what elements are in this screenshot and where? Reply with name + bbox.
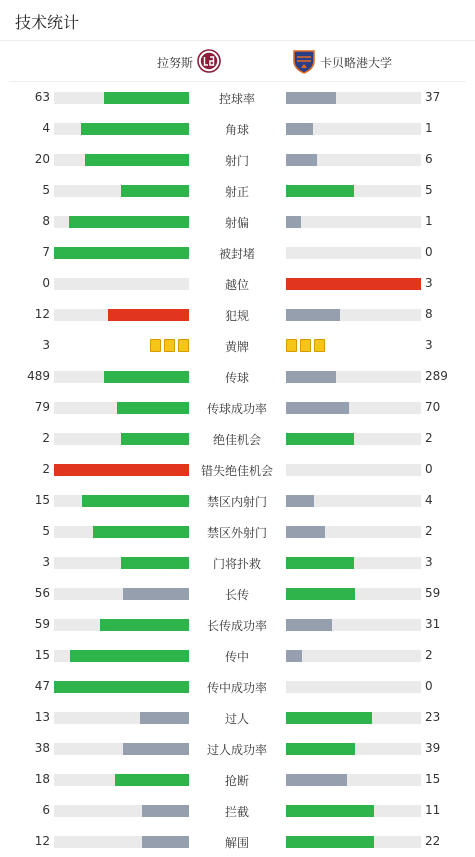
home-bar-track (54, 774, 189, 786)
home-bar-track (54, 278, 189, 290)
home-bar-track (54, 464, 189, 476)
away-team-name: 卡贝略港大学 (320, 56, 393, 70)
home-bar-fill (100, 619, 189, 631)
home-bar-track (54, 650, 189, 662)
home-value: 20 (34, 152, 50, 166)
stats-list (0, 82, 475, 857)
away-value: 2 (425, 524, 433, 538)
stat-label: 黄牌 (224, 340, 249, 354)
away-value: 3 (425, 555, 433, 569)
home-bar-fill (81, 123, 189, 135)
yellow-card-icon (150, 339, 161, 352)
stat-label: 传球 (224, 371, 249, 385)
home-bar-track (54, 619, 189, 631)
home-bar-fill (54, 464, 189, 476)
stat-row (0, 733, 475, 764)
away-bar-track (286, 402, 421, 414)
stat-row (0, 392, 475, 423)
stat-label: 门将扑救 (212, 557, 261, 571)
away-bar-track (286, 557, 421, 569)
home-value: 7 (42, 245, 50, 259)
home-bar-fill (121, 433, 189, 445)
away-bar-track (286, 154, 421, 166)
home-value: 2 (42, 431, 50, 445)
home-bar-fill (54, 247, 189, 259)
stat-row (0, 113, 475, 144)
away-team[interactable] (292, 48, 392, 77)
stat-label: 拦截 (224, 805, 249, 819)
stat-label: 射门 (224, 154, 249, 168)
away-bar-track (286, 92, 421, 104)
away-bar-fill (286, 371, 336, 383)
away-value: 0 (425, 462, 433, 476)
home-bar-fill (123, 588, 189, 600)
yellow-card-icon (164, 339, 175, 352)
stat-row (0, 485, 475, 516)
home-value: 5 (42, 524, 50, 538)
stat-row (0, 826, 475, 857)
home-bar-fill (117, 402, 189, 414)
home-bar-track (54, 185, 189, 197)
away-value: 37 (425, 90, 441, 104)
away-bar-fill (286, 402, 349, 414)
stat-row (0, 237, 475, 268)
yellow-card-icon (300, 339, 311, 352)
home-bar-track (54, 123, 189, 135)
home-bar-track (54, 402, 189, 414)
home-bar-track (54, 309, 189, 321)
stat-label: 传球成功率 (206, 402, 267, 416)
home-bar-fill (123, 743, 189, 755)
away-team-crest-icon (292, 48, 316, 77)
stat-row (0, 144, 475, 175)
away-bar-track (286, 836, 421, 848)
away-bar-track (286, 464, 421, 476)
away-bar-fill (286, 216, 301, 228)
home-bar-track (54, 526, 189, 538)
home-value: 15 (34, 493, 50, 507)
stat-label: 传中 (224, 650, 249, 664)
away-bar-fill (286, 92, 336, 104)
away-value: 8 (425, 307, 433, 321)
away-bar-track (286, 123, 421, 135)
away-bar-fill (286, 588, 355, 600)
stat-label: 解围 (224, 836, 249, 850)
away-bar-fill (286, 743, 355, 755)
home-bar-fill (108, 309, 189, 321)
home-team[interactable] (157, 49, 221, 76)
away-bar-fill (286, 185, 354, 197)
stat-row (0, 361, 475, 392)
stat-label: 射偏 (224, 216, 249, 230)
stat-label: 传中成功率 (206, 681, 267, 695)
away-bar-track (286, 712, 421, 724)
away-bar-fill (286, 526, 325, 538)
page-title: 技术统计 (15, 13, 80, 32)
yellow-card-icon (178, 339, 189, 352)
home-bar-track (54, 588, 189, 600)
home-bar-fill (82, 495, 189, 507)
stat-label: 长传 (224, 588, 249, 602)
stat-row (0, 516, 475, 547)
away-value: 70 (425, 400, 441, 414)
home-value: 59 (34, 617, 50, 631)
home-value: 15 (34, 648, 50, 662)
stat-row (0, 671, 475, 702)
home-bar-fill (69, 216, 189, 228)
home-bar-track (54, 371, 189, 383)
away-bar-track (286, 650, 421, 662)
away-bar-fill (286, 278, 421, 290)
home-bar-track (54, 154, 189, 166)
stat-row (0, 175, 475, 206)
away-yellow-cards (286, 339, 325, 352)
home-bar-fill (121, 557, 189, 569)
away-bar-fill (286, 557, 354, 569)
away-bar-track (286, 805, 421, 817)
away-bar-fill (286, 123, 313, 135)
away-value: 0 (425, 679, 433, 693)
away-bar-track (286, 526, 421, 538)
header (0, 0, 475, 41)
away-bar-fill (286, 619, 332, 631)
away-bar-track (286, 185, 421, 197)
away-bar-fill (286, 309, 340, 321)
away-bar-track (286, 588, 421, 600)
home-value: 56 (34, 586, 50, 600)
stat-label: 角球 (224, 123, 249, 137)
away-bar-track (286, 743, 421, 755)
home-bar-fill (140, 712, 189, 724)
home-bar-track (54, 743, 189, 755)
stat-row (0, 609, 475, 640)
home-team-crest-icon (197, 49, 221, 76)
home-bar-track (54, 433, 189, 445)
stat-row (0, 702, 475, 733)
away-value: 59 (425, 586, 441, 600)
away-bar-fill (286, 650, 302, 662)
away-bar-track (286, 774, 421, 786)
home-value: 0 (42, 276, 50, 290)
home-value: 8 (42, 214, 50, 228)
home-value: 18 (34, 772, 50, 786)
stat-row (0, 764, 475, 795)
home-bar-track (54, 557, 189, 569)
away-value: 3 (425, 276, 433, 290)
stat-label: 抢断 (224, 774, 249, 788)
away-value: 11 (425, 803, 441, 817)
home-bar-fill (104, 92, 189, 104)
stat-label: 绝佳机会 (212, 433, 261, 447)
home-value: 5 (42, 183, 50, 197)
away-value: 15 (425, 772, 441, 786)
away-bar-fill (286, 495, 314, 507)
away-value: 2 (425, 431, 433, 445)
home-bar-fill (104, 371, 189, 383)
stat-row (0, 299, 475, 330)
home-bar-fill (142, 836, 189, 848)
stat-row (0, 330, 475, 361)
away-bar-track (286, 247, 421, 259)
stat-row (0, 454, 475, 485)
stat-row (0, 547, 475, 578)
away-bar-track (286, 495, 421, 507)
away-value: 2 (425, 648, 433, 662)
stat-row (0, 640, 475, 671)
away-bar-fill (286, 154, 317, 166)
away-bar-track (286, 681, 421, 693)
away-bar-fill (286, 712, 372, 724)
away-bar-track (286, 371, 421, 383)
away-value: 39 (425, 741, 441, 755)
stat-row (0, 268, 475, 299)
away-bar-track (286, 216, 421, 228)
away-value: 1 (425, 214, 433, 228)
home-value: 489 (27, 369, 50, 383)
away-value: 289 (425, 369, 448, 383)
away-value: 5 (425, 183, 433, 197)
home-bar-fill (93, 526, 189, 538)
stat-row (0, 206, 475, 237)
home-bar-track (54, 681, 189, 693)
home-value: 3 (42, 555, 50, 569)
home-bar-track (54, 92, 189, 104)
home-value: 12 (34, 834, 50, 848)
stat-label: 禁区外射门 (206, 526, 267, 540)
home-value: 2 (42, 462, 50, 476)
yellow-card-icon (314, 339, 325, 352)
stat-label: 越位 (224, 278, 249, 292)
home-value: 13 (34, 710, 50, 724)
home-bar-track (54, 495, 189, 507)
stat-label: 被封堵 (218, 247, 255, 261)
home-bar-track (54, 216, 189, 228)
away-bar-track (286, 433, 421, 445)
home-value: 3 (42, 338, 50, 352)
home-bar-fill (121, 185, 189, 197)
away-value: 3 (425, 338, 433, 352)
away-value: 23 (425, 710, 441, 724)
stat-label: 错失绝佳机会 (200, 464, 273, 478)
away-value: 4 (425, 493, 433, 507)
home-value: 12 (34, 307, 50, 321)
home-bar-track (54, 805, 189, 817)
away-bar-fill (286, 805, 374, 817)
stat-row (0, 578, 475, 609)
away-bar-track (286, 309, 421, 321)
home-value: 4 (42, 121, 50, 135)
stat-row (0, 423, 475, 454)
home-value: 47 (34, 679, 50, 693)
home-value: 38 (34, 741, 50, 755)
home-team-name: 拉努斯 (156, 56, 193, 70)
home-bar-track (54, 247, 189, 259)
stat-label: 过人 (224, 712, 249, 726)
home-bar-fill (54, 681, 189, 693)
home-bar-track (54, 836, 189, 848)
home-yellow-cards (150, 339, 189, 352)
home-bar-fill (115, 774, 189, 786)
away-bar-fill (286, 433, 354, 445)
stat-row (0, 795, 475, 826)
away-value: 0 (425, 245, 433, 259)
stat-label: 控球率 (218, 92, 255, 106)
away-value: 31 (425, 617, 441, 631)
stat-label: 犯规 (224, 309, 249, 323)
away-value: 6 (425, 152, 433, 166)
stat-label: 禁区内射门 (206, 495, 267, 509)
away-bar-track (286, 619, 421, 631)
stat-label: 长传成功率 (206, 619, 267, 633)
yellow-card-icon (286, 339, 297, 352)
home-value: 63 (34, 90, 50, 104)
home-bar-fill (85, 154, 189, 166)
home-value: 6 (42, 803, 50, 817)
teams-header (9, 41, 466, 82)
away-bar-fill (286, 836, 374, 848)
stat-label: 射正 (224, 185, 249, 199)
away-bar-fill (286, 774, 347, 786)
home-value: 79 (34, 400, 50, 414)
away-value: 1 (425, 121, 433, 135)
stat-row (0, 82, 475, 113)
home-bar-fill (70, 650, 189, 662)
away-value: 22 (425, 834, 441, 848)
home-bar-fill (142, 805, 189, 817)
away-bar-track (286, 278, 421, 290)
stat-label: 过人成功率 (206, 743, 267, 757)
home-bar-track (54, 712, 189, 724)
